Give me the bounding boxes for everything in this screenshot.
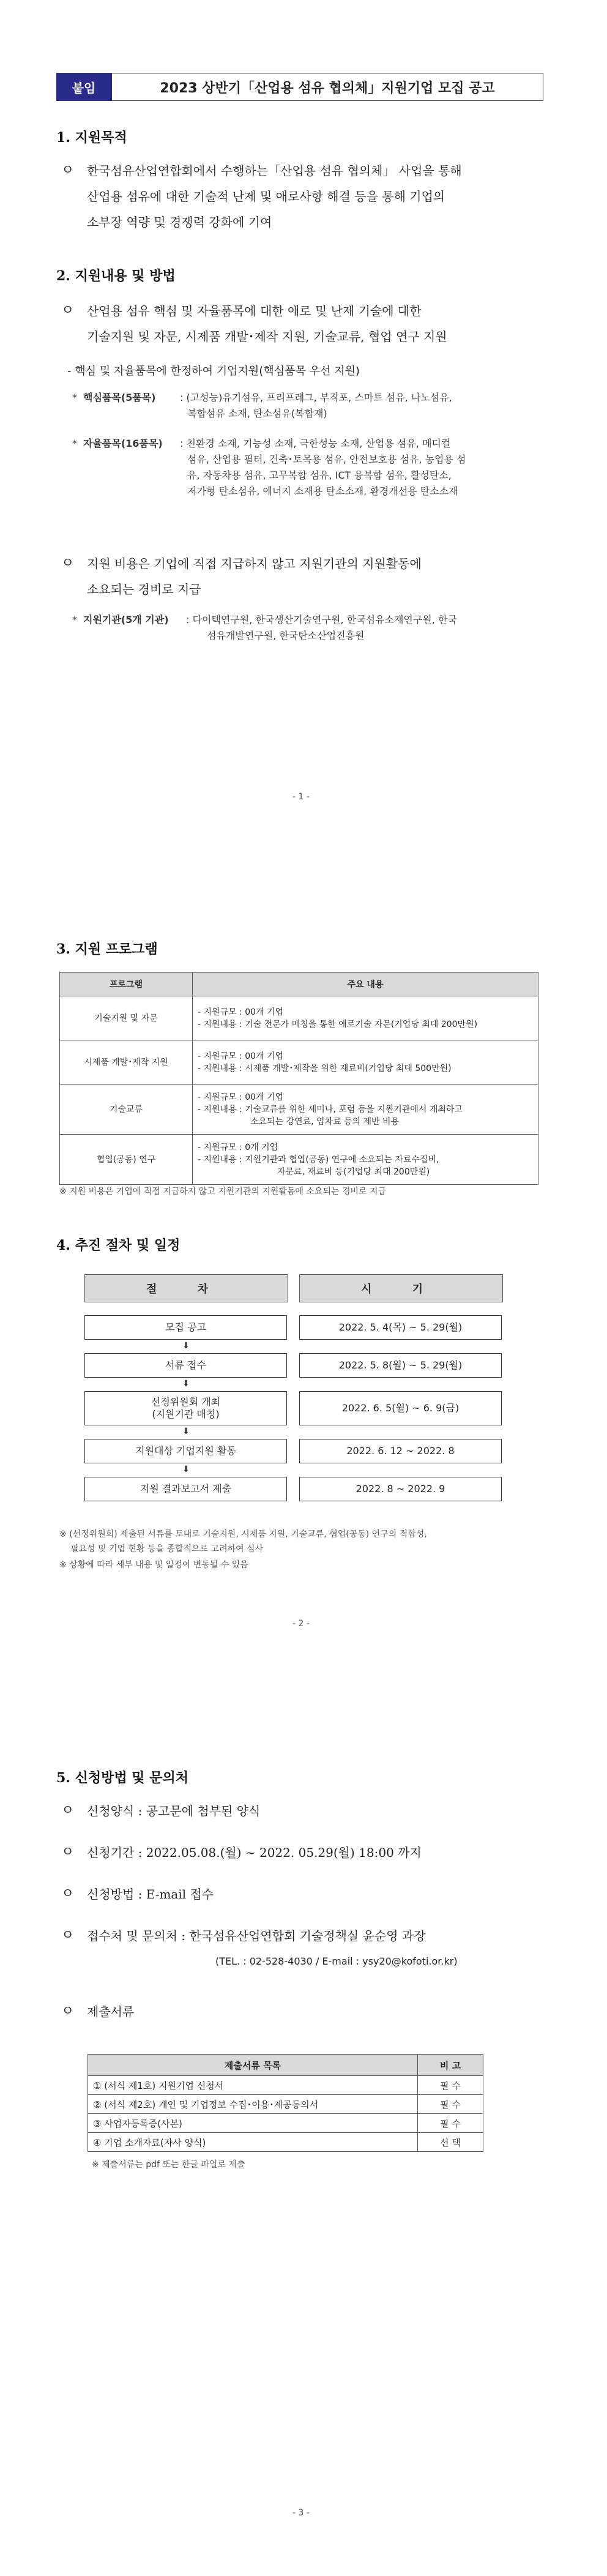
step-box — [84, 1315, 287, 1340]
schedule-note-2: ※ 상황에 따라 세부 내용 및 일정이 변동될 수 있음 — [59, 1560, 248, 1570]
doc-note: 선 택 — [418, 2133, 483, 2152]
arrow-down-icon: ⬇ — [182, 1341, 190, 1351]
program-content — [193, 1040, 538, 1085]
step-label: 지원대상 기업지원 활동 — [135, 1445, 236, 1457]
time-box — [299, 1391, 502, 1425]
program-name: 기술지원 및 자문 — [60, 996, 193, 1040]
schedule-note-1b: 필요성 및 기업 현황 등을 종합적으로 고려하여 심사 — [70, 1544, 264, 1554]
section-4-title: 4. 추진 절차 및 일정 — [56, 1238, 181, 1253]
auto-line4: 저가형 탄소섬유, 에너지 소재용 탄소소재, 환경개선용 탄소소재 — [187, 485, 458, 497]
notice-title: 2023 상반기「산업용 섬유 협의체」지원기업 모집 공고 — [111, 73, 543, 101]
org-line2: 섬유개발연구원, 한국탄소산업진흥원 — [207, 630, 365, 641]
table-header-note: 비 고 — [418, 2055, 483, 2076]
section-5-title: 5. 신청방법 및 문의처 — [56, 1770, 188, 1786]
table-row — [88, 2076, 483, 2095]
notice-badge: 붙임 — [56, 73, 111, 101]
bullet-marker: ㅇ — [61, 1928, 75, 1943]
step-box — [84, 1391, 287, 1425]
step-label: 서류 접수 — [165, 1359, 206, 1371]
schedule-note-1: ※ (선정위원회) 제출된 서류를 토대로 기술지원, 시제품 지원, 기술교류, 협업(공동) 연구의 적합성, — [59, 1529, 427, 1539]
contact-text: 접수처 및 문의처 : 한국섬유산업연합회 기술정책실 윤순영 과장 — [87, 1928, 426, 1943]
table-row — [60, 1040, 538, 1085]
section-2-bullet-2 — [61, 551, 551, 606]
doc-name: ④ 기업 소개자료(자사 양식) — [88, 2133, 418, 2152]
time-label: 2022. 8 ~ 2022. 9 — [356, 1483, 445, 1495]
time-box — [299, 1439, 502, 1463]
step-box — [84, 1353, 287, 1378]
arrow-down-icon: ⬇ — [182, 1379, 190, 1389]
content-line: - 지원규모 : 0개 기업 — [198, 1142, 278, 1152]
s2-line2: 기술지원 및 자문, 시제품 개발･제작 지원, 기술교류, 협업 연구 지원 — [87, 329, 447, 344]
table-header-program: 프로그램 — [60, 973, 193, 996]
bullet-marker: ㅇ — [61, 1845, 75, 1860]
table-row — [88, 2114, 483, 2133]
page-number-2: - 2 - — [292, 1619, 310, 1629]
apply-period — [61, 1840, 551, 1865]
table-header-docs: 제출서류 목록 — [88, 2055, 418, 2076]
auto-line2: 섬유, 산업용 필터, 건축･토목용 섬유, 안전보호용 섬유, 농업용 섬 — [187, 454, 466, 465]
star-marker: * — [72, 392, 77, 403]
arrow-down-icon: ⬇ — [182, 1465, 190, 1474]
apply-form — [61, 1798, 551, 1824]
apply-period-text: 신청기간 : 2022.05.08.(월) ~ 2022. 05.29(월) 18:00 까지 — [87, 1845, 422, 1860]
support-orgs — [72, 612, 549, 649]
content-line: 소요되는 강연료, 임차료 등의 제반 비용 — [250, 1116, 400, 1127]
s1-line3: 소부장 역량 및 경쟁력 강화에 기여 — [87, 215, 272, 230]
autonomous-items — [72, 436, 549, 503]
s1-line1: 한국섬유산업연합회에서 수행하는「산업용 섬유 협의체」 사업을 통해 — [87, 163, 462, 178]
apply-form-text: 신청양식 : 공고문에 첨부된 양식 — [87, 1804, 261, 1818]
content-line: - 지원규모 : 00개 기업 — [198, 1007, 284, 1017]
s2-line4: 소요되는 경비로 지급 — [87, 582, 201, 597]
step-label: 선정위원회 개최 — [151, 1396, 221, 1408]
submit-docs — [61, 1999, 551, 2025]
core-items — [72, 390, 549, 427]
time-label: 2022. 6. 5(월) ~ 6. 9(금) — [341, 1402, 460, 1414]
content-line: 자문료, 재료비 등(기업당 최대 200만원) — [277, 1167, 430, 1177]
step-label: 지원 결과보고서 제출 — [140, 1483, 232, 1495]
content-line: - 지원내용 : 기술교류를 위한 세미나, 포럼 등을 지원기관에서 개최하고 — [198, 1104, 463, 1114]
step-label: 모집 공고 — [165, 1321, 206, 1333]
program-name: 시제품 개발･제작 지원 — [60, 1040, 193, 1085]
program-name: 협업(공동) 연구 — [60, 1135, 193, 1185]
bullet-marker: ㅇ — [61, 163, 75, 178]
auto-line1: : 친환경 소재, 기능성 소재, 극한성능 소재, 산업용 섬유, 메디컬 — [180, 438, 451, 449]
schedule-header-time: 시 기 — [299, 1274, 503, 1302]
step-box — [84, 1477, 287, 1501]
table-row — [60, 1085, 538, 1135]
program-content — [193, 1135, 538, 1185]
bullet-marker: ㅇ — [61, 1803, 75, 1818]
table-row — [60, 996, 538, 1040]
program-content — [193, 996, 538, 1040]
contact-tel-email: (TEL. : 02-528-4030 / E-mail : ysy20@kofoti.or.kr) — [215, 1955, 458, 1967]
time-box — [299, 1477, 502, 1501]
auto-label: 자율품목(16품목) — [83, 438, 163, 449]
submit-docs-text: 제출서류 — [87, 2004, 135, 2019]
s2-dash-line: - 핵심 및 자율품목에 한정하여 기업지원(핵심품목 우선 지원) — [67, 365, 360, 378]
doc-note: 필 수 — [418, 2095, 483, 2114]
s2-line1: 산업용 섬유 핵심 및 자율품목에 대한 애로 및 난제 기술에 대한 — [87, 304, 422, 318]
doc-note: 필 수 — [418, 2076, 483, 2095]
bullet-marker: ㅇ — [61, 2004, 75, 2019]
time-box — [299, 1315, 502, 1340]
content-line: - 지원내용 : 시제품 개발･제작을 위한 재료비(기업당 최대 500만원) — [198, 1063, 452, 1073]
step-sublabel: (지원기관 매칭) — [152, 1408, 220, 1420]
docs-footnote: ※ 제출서류는 pdf 또는 한글 파일로 제출 — [92, 2160, 245, 2170]
arrow-down-icon: ⬇ — [182, 1427, 190, 1436]
section-2-title: 2. 지원내용 및 방법 — [56, 268, 176, 284]
apply-method-text: 신청방법 : E-mail 접수 — [87, 1887, 214, 1902]
time-label: 2022. 5. 8(월) ~ 5. 29(월) — [338, 1359, 463, 1371]
content-line: - 지원규모 : 00개 기업 — [198, 1051, 284, 1061]
table-row — [60, 1135, 538, 1185]
content-line: - 지원내용 : 기술 전문가 매칭을 통한 애로기술 자문(기업당 최대 200만원) — [198, 1019, 478, 1029]
time-box — [299, 1353, 502, 1378]
step-box — [84, 1439, 287, 1463]
contact — [61, 1923, 551, 1949]
time-label: 2022. 5. 4(목) ~ 5. 29(월) — [338, 1321, 463, 1333]
table-header-row — [88, 2055, 483, 2076]
org-label: 지원기관(5개 기관) — [83, 614, 169, 625]
section-1-bullet — [61, 158, 551, 237]
table-header-content: 주요 내용 — [193, 973, 538, 996]
star-marker: * — [72, 438, 77, 449]
section-1-title: 1. 지원목적 — [56, 130, 127, 146]
bullet-marker: ㅇ — [61, 556, 75, 571]
page-number-1: - 1 - — [292, 792, 310, 802]
program-footnote: ※ 지원 비용은 기업에 직접 지급하지 않고 지원기관의 지원활동에 소요되는 경비로 지급 — [59, 1187, 387, 1197]
table-row — [88, 2133, 483, 2152]
apply-method — [61, 1881, 551, 1907]
content-line: - 지원내용 : 지원기관과 협업(공동) 연구에 소요되는 자료수집비, — [198, 1154, 439, 1165]
core-line2: 복합섬유 소재, 탄소섬유(복합재) — [187, 408, 327, 419]
org-line1: : 다이텍연구원, 한국생산기술연구원, 한국섬유소재연구원, 한국 — [186, 614, 457, 625]
page-number-3: - 3 - — [292, 2508, 310, 2518]
s2-line3: 지원 비용은 기업에 직접 지급하지 않고 지원기관의 지원활동에 — [87, 556, 422, 571]
s1-line2: 산업용 섬유에 대한 기술적 난제 및 애로사항 해결 등을 통해 기업의 — [87, 189, 445, 204]
program-table — [59, 972, 538, 1185]
doc-note: 필 수 — [418, 2114, 483, 2133]
content-line: - 지원규모 : 00개 기업 — [198, 1092, 284, 1102]
section-2-bullet-1 — [61, 298, 551, 353]
bullet-marker: ㅇ — [61, 1886, 75, 1902]
section-3-title: 3. 지원 프로그램 — [56, 941, 158, 957]
core-line1: : (고성능)유기섬유, 프리프레그, 부직포, 스마트 섬유, 나노섬유, — [180, 392, 452, 403]
doc-name: ① (서식 제1호) 지원기업 신청서 — [88, 2076, 418, 2095]
table-row — [88, 2095, 483, 2114]
star-marker: * — [72, 614, 77, 625]
program-content — [193, 1085, 538, 1135]
program-name: 기술교류 — [60, 1085, 193, 1135]
schedule-header-step: 절 차 — [84, 1274, 288, 1302]
core-label: 핵심품목(5품목) — [83, 392, 156, 403]
time-label: 2022. 6. 12 ~ 2022. 8 — [346, 1445, 455, 1457]
doc-name: ② (서식 제2호) 개인 및 기업정보 수집･이용･제공동의서 — [88, 2095, 418, 2114]
table-header-row — [60, 973, 538, 996]
auto-line3: 유, 자동차용 섬유, 고무복합 섬유, ICT 융복합 섬유, 활성탄소, — [187, 469, 452, 481]
docs-table — [88, 2054, 483, 2152]
doc-name: ③ 사업자등록증(사본) — [88, 2114, 418, 2133]
bullet-marker: ㅇ — [61, 303, 75, 318]
